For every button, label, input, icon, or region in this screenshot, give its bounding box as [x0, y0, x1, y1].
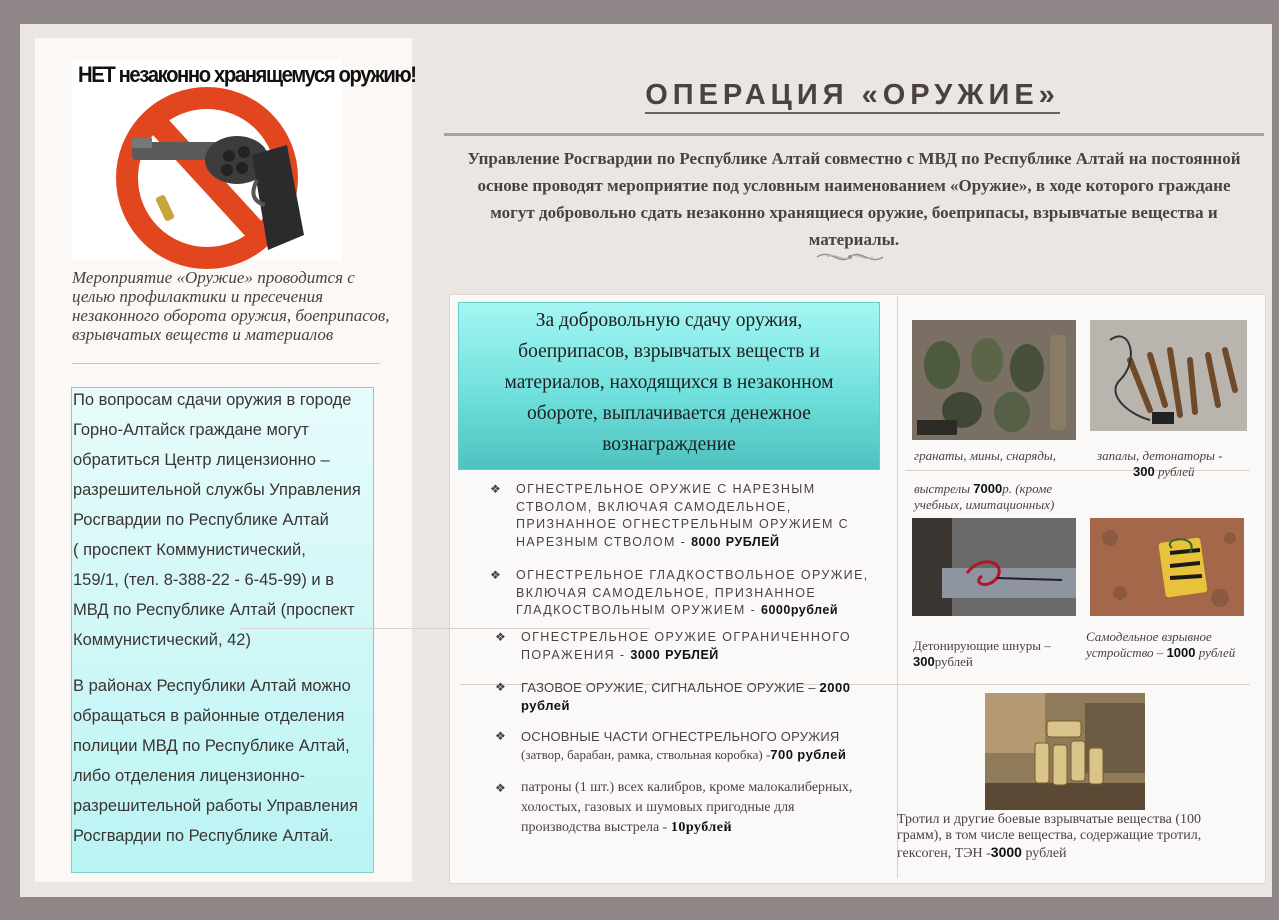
improvised-device-caption-text: Самодельное взрывное устройство –	[1086, 629, 1212, 660]
diamond-bullet-icon: ❖	[490, 482, 501, 496]
page-title-text: ОПЕРАЦИЯ «ОРУЖИЕ»	[645, 79, 1060, 114]
diamond-bullet-icon: ❖	[495, 630, 506, 644]
item-unit: рублей	[521, 697, 571, 713]
tnt-unit: рублей	[1025, 846, 1067, 861]
no-weapons-poster	[72, 60, 416, 260]
title-divider	[444, 133, 1264, 136]
shells-caption	[914, 481, 1089, 513]
contact-line: обратиться Центр лицензионно –	[73, 451, 330, 469]
divider	[897, 296, 898, 878]
detonators-caption	[1097, 448, 1257, 480]
page-title	[440, 79, 1265, 112]
intro-text: Мероприятие «Оружие» проводится с целью профилактики и пресечения незаконного оборота оружия, боеприпасов, взрывчатых веществ и материалов	[72, 268, 390, 344]
item-subtext: (затвор, барабан, рамка, ствольная коробка) -	[521, 746, 771, 762]
improvised-device-caption	[1086, 629, 1258, 661]
item-unit: рублей	[797, 746, 847, 762]
list-item	[490, 567, 881, 620]
grenades-photo	[912, 320, 1076, 440]
detonators-icon	[1090, 320, 1247, 431]
contact-line: либо отделения лицензионно-	[73, 767, 306, 785]
diamond-bullet-icon: ❖	[495, 781, 506, 795]
grenades-icon	[912, 320, 1076, 440]
item-price: 3000	[630, 647, 661, 662]
shells-caption-text: выстрелы	[914, 481, 971, 496]
item-text: ОГНЕСТРЕЛЬНОЕ ОРУЖИЕ С НАРЕЗНЫМ СТВОЛОМ, ВКЛЮЧАЯ САМОДЕЛЬНОЕ, ПРИЗНАННОЕ ОГНЕСТРЕЛЬНЫМ ОРУЖИЕМ С НАРЕЗНЫМ СТВОЛОМ -	[516, 482, 850, 549]
tnt-caption	[897, 812, 1237, 862]
improvised-device-price: 1000	[1166, 645, 1196, 660]
item-text: ОСНОВНЫЕ ЧАСТИ ОГНЕСТРЕЛЬНОГО ОРУЖИЯ	[521, 729, 840, 744]
item-text: патроны (1 шт.) всех калибров, кроме малокалиберных, холостых, газовых и шумовых пригодные для производства выстрела -	[521, 780, 853, 835]
reward-banner	[458, 302, 880, 470]
list-item	[495, 778, 871, 838]
detonating-cord-caption	[913, 638, 1078, 670]
contact-line: разрешительной работы Управления	[73, 797, 358, 815]
item-price: 700	[770, 746, 794, 762]
detonating-cord-unit: рублей	[934, 654, 973, 669]
diamond-bullet-icon: ❖	[495, 729, 506, 743]
item-price: 2000	[819, 680, 851, 695]
item-text: ОГНЕСТРЕЛЬНОЕ ОРУЖИЕ ОГРАНИЧЕННОГО ПОРАЖЕНИЯ -	[521, 630, 851, 662]
shells-price: 7000	[973, 481, 1003, 496]
ornament-icon	[815, 246, 885, 268]
diamond-bullet-icon: ❖	[490, 568, 501, 582]
shells-caption-text-2: р. (кроме учебных, имитационных)	[914, 481, 1055, 512]
detonating-cord-caption-text: Детонирующие шнуры –	[913, 638, 1051, 653]
improvised-device-photo	[1090, 518, 1244, 616]
item-unit: рублей	[790, 603, 839, 617]
reward-line: обороте, выплачивается денежное	[527, 403, 811, 424]
item-unit: РУБЛЕЙ	[725, 534, 780, 549]
contact-line: Коммунистический, 42)	[73, 631, 251, 649]
poster-text: НЕТ незаконно хранящемуся оружию!	[78, 62, 416, 87]
reward-line: За добровольную сдачу оружия,	[535, 310, 803, 331]
tnt-photo	[985, 693, 1145, 810]
item-price: 10	[670, 820, 686, 835]
reward-line: вознаграждение	[602, 434, 736, 455]
contact-line: В районах Республики Алтай можно	[73, 677, 351, 695]
item-unit: рублей	[685, 820, 733, 835]
contact-line: По вопросам сдачи оружия в городе	[73, 391, 352, 409]
list-item	[490, 481, 881, 551]
tnt-icon	[985, 693, 1145, 810]
contact-line: Росгвардии по Республике Алтай.	[73, 827, 334, 845]
item-text: ГАЗОВОЕ ОРУЖИЕ, СИГНАЛЬНОЕ ОРУЖИЕ –	[521, 680, 816, 695]
detonators-photo	[1090, 320, 1247, 431]
contact-line: полиции МВД по Республике Алтай,	[73, 737, 350, 755]
list-item	[495, 728, 891, 763]
item-unit: РУБЛЕЙ	[665, 647, 719, 662]
list-item	[495, 679, 881, 714]
no-gun-sign-icon	[72, 60, 416, 260]
item-price: 6000	[761, 603, 791, 617]
detonating-cord-price: 300	[913, 654, 935, 669]
contact-line: Росгвардии по Республике Алтай	[73, 511, 329, 529]
tnt-price: 3000	[990, 844, 1022, 860]
detonators-unit: рублей	[1157, 464, 1195, 479]
improvised-device-unit: рублей	[1198, 645, 1236, 660]
detonators-caption-text: запалы, детонаторы -	[1097, 448, 1223, 463]
contact-line: ( проспект Коммунистический,	[73, 541, 306, 559]
tnt-caption-text: Тротил и другие боевые взрывчатые вещества (100 грамм), в том числе вещества, содержащие тротил, гексоген, ТЭН -	[897, 812, 1202, 861]
list-item	[495, 629, 886, 664]
detonating-cord-icon	[912, 518, 1076, 616]
item-price: 8000	[691, 534, 721, 549]
contact-line: 159/1, (тел. 8-388-22 - 6-45-99) и в	[73, 571, 334, 589]
detonating-cord-photo	[912, 518, 1076, 616]
contact-line: Горно-Алтайск граждане могут	[73, 421, 309, 439]
contact-line: МВД по Республике Алтай (проспект	[73, 601, 355, 619]
diamond-bullet-icon: ❖	[495, 680, 506, 694]
detonators-price: 300	[1133, 464, 1155, 479]
reward-line: боеприпасов, взрывчатых веществ и	[518, 341, 820, 362]
divider	[72, 363, 380, 364]
improvised-device-icon	[1090, 518, 1244, 616]
item-text: ОГНЕСТРЕЛЬНОЕ ГЛАДКОСТВОЛЬНОЕ ОРУЖИЕ, ВКЛЮЧАЯ САМОДЕЛЬНОЕ, ПРИЗНАННОЕ ГЛАДКОСТВОЛЬНЫМ ОРУЖИЕМ -	[516, 568, 869, 617]
contact-line: разрешительной службы Управления	[73, 481, 361, 499]
contact-line: обращаться в районные отделения	[73, 707, 345, 725]
reward-line: материалов, находящихся в незаконном	[504, 372, 834, 393]
lead-paragraph: Управление Росгвардии по Республике Алтай совместно с МВД по Республике Алтай на постоянной основе проводят мероприятие под условным наименованием «Оружие», в ходе которого граждане могут добровольно сдать незаконно хранящиеся оружие, боеприпасы, взрывчатые вещества и материалы.	[467, 149, 1241, 249]
grenades-caption: гранаты, мины, снаряды,	[914, 448, 1056, 463]
